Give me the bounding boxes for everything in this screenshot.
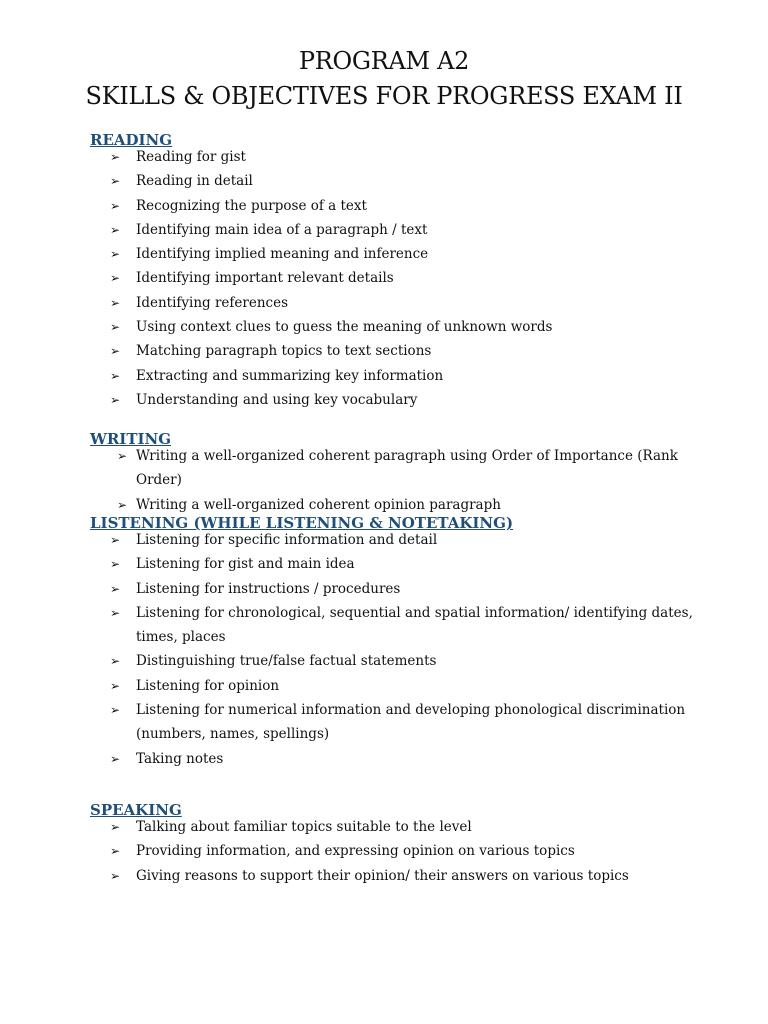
arrow-bullet-icon: ➢ xyxy=(110,605,121,620)
list-item-text: Reading in detail xyxy=(136,173,253,190)
list-item xyxy=(0,194,768,218)
arrow-bullet-icon: ➢ xyxy=(110,222,121,237)
list-item-text: Providing information, and expressing opinion on various topics xyxy=(136,843,575,860)
list-item-text: Listening for specific information and detail xyxy=(136,532,438,548)
reading-heading: READING xyxy=(90,131,173,149)
list-item xyxy=(0,864,768,888)
arrow-bullet-icon: ➢ xyxy=(110,392,121,407)
arrow-bullet-icon: ➢ xyxy=(110,557,121,572)
list-item xyxy=(0,242,768,266)
list-item-text: Identifying main idea of a paragraph / text xyxy=(136,221,428,238)
arrow-bullet-icon: ➢ xyxy=(110,271,121,286)
arrow-bullet-icon: ➢ xyxy=(110,198,121,213)
list-item-text: Understanding and using key vocabulary xyxy=(136,391,418,408)
list-item xyxy=(0,388,768,412)
list-item-text: Distinguishing true/false factual statements xyxy=(136,653,437,670)
list-item-text: Extracting and summarizing key information xyxy=(136,367,444,384)
list-item-text: Writing a well-organized coherent paragraph using Order of Importance (Rank Order) xyxy=(136,448,678,489)
list-item xyxy=(0,266,768,290)
listening-list xyxy=(0,528,768,771)
list-item-text: Talking about familiar topics suitable to the level xyxy=(136,819,472,835)
list-item xyxy=(0,839,768,863)
list-item xyxy=(0,169,768,193)
arrow-bullet-icon: ➢ xyxy=(110,368,121,383)
arrow-bullet-icon: ➢ xyxy=(117,449,128,463)
list-item xyxy=(0,747,768,771)
arrow-bullet-icon: ➢ xyxy=(110,703,121,718)
list-item-text: Taking notes xyxy=(136,750,224,767)
arrow-bullet-icon: ➢ xyxy=(110,150,121,164)
list-item xyxy=(0,528,768,552)
list-item-text: Using context clues to guess the meaning of unknown words xyxy=(136,319,553,336)
list-item xyxy=(0,145,768,169)
arrow-bullet-icon: ➢ xyxy=(110,868,121,883)
arrow-bullet-icon: ➢ xyxy=(110,344,121,359)
document-title: PROGRAM A2 xyxy=(298,47,470,75)
list-item xyxy=(0,315,768,339)
arrow-bullet-icon: ➢ xyxy=(110,174,121,189)
list-item xyxy=(0,674,768,698)
speaking-heading: SPEAKING xyxy=(90,801,182,819)
list-item-text: Listening for chronological, sequential and spatial information/ identifying dates, times, places xyxy=(136,604,693,646)
list-item xyxy=(0,552,768,576)
list-item xyxy=(0,577,768,601)
arrow-bullet-icon: ➢ xyxy=(110,751,121,766)
list-item xyxy=(0,698,768,747)
list-item xyxy=(0,815,768,839)
arrow-bullet-icon: ➢ xyxy=(110,295,121,310)
list-item xyxy=(0,291,768,315)
arrow-bullet-icon: ➢ xyxy=(110,320,121,335)
list-item-text: Writing a well-organized coherent opinion paragraph xyxy=(136,496,501,513)
arrow-bullet-icon: ➢ xyxy=(110,247,121,262)
list-item-text: Reading for gist xyxy=(136,149,246,165)
list-item xyxy=(0,218,768,242)
reading-list xyxy=(0,145,768,412)
speaking-list xyxy=(0,815,768,888)
list-item xyxy=(0,601,768,650)
list-item-text: Listening for opinion xyxy=(136,677,280,694)
list-item xyxy=(0,649,768,673)
writing-heading: WRITING xyxy=(90,430,172,448)
arrow-bullet-icon: ➢ xyxy=(110,844,121,859)
list-item-text: Listening for gist and main idea xyxy=(136,556,355,573)
listening-heading: LISTENING (WHILE LISTENING & NOTETAKING) xyxy=(90,514,514,532)
list-item xyxy=(0,444,768,493)
writing-list xyxy=(0,444,768,517)
arrow-bullet-icon: ➢ xyxy=(110,820,121,834)
arrow-bullet-icon: ➢ xyxy=(110,533,121,547)
list-item-text: Identifying implied meaning and inference xyxy=(136,246,429,263)
arrow-bullet-icon: ➢ xyxy=(117,497,128,512)
arrow-bullet-icon: ➢ xyxy=(110,581,121,596)
document-subtitle: SKILLS & OBJECTIVES FOR PROGRESS EXAM II xyxy=(85,82,683,110)
arrow-bullet-icon: ➢ xyxy=(110,678,121,693)
list-item-text: Identifying important relevant details xyxy=(136,270,394,287)
list-item-text: Listening for instructions / procedures xyxy=(136,580,401,597)
list-item-text: Matching paragraph topics to text sections xyxy=(136,343,432,360)
list-item-text: Identifying references xyxy=(136,294,289,311)
list-item-text: Recognizing the purpose of a text xyxy=(136,197,367,214)
list-item xyxy=(0,339,768,363)
list-item-text: Listening for numerical information and developing phonological discrimination (numbers, names, spellings) xyxy=(136,702,686,743)
list-item-text: Giving reasons to support their opinion/ their answers on various topics xyxy=(136,867,629,884)
arrow-bullet-icon: ➢ xyxy=(110,654,121,669)
list-item xyxy=(0,364,768,388)
